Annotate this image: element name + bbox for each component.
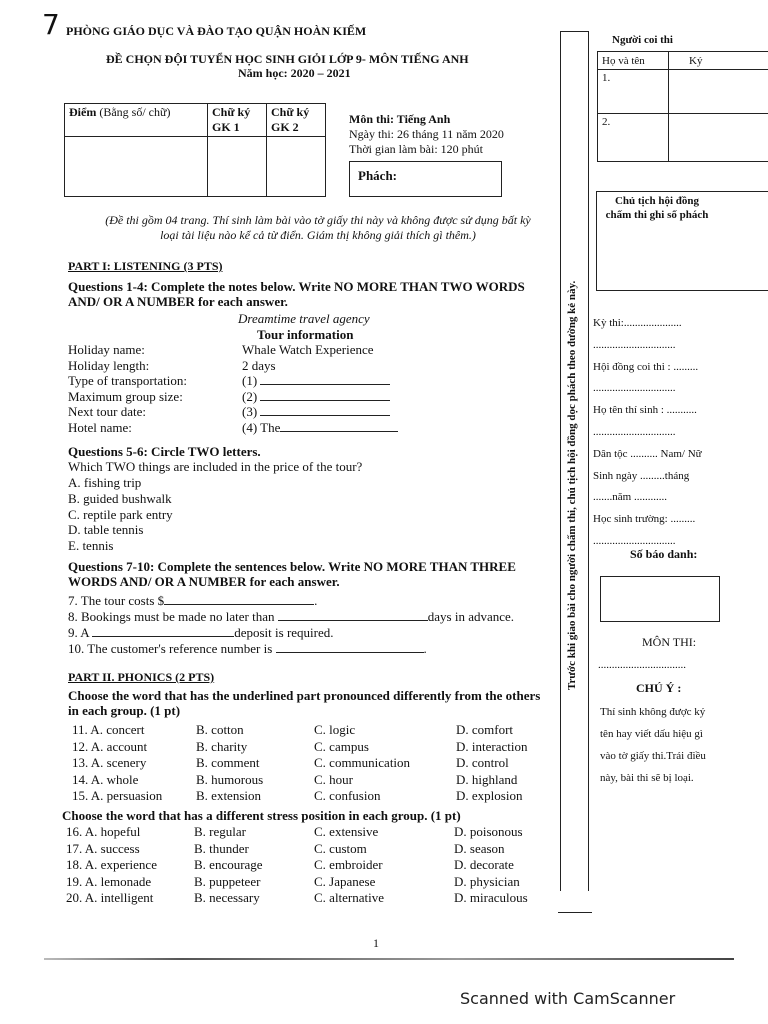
field-school[interactable]: Học sinh trường: ......... <box>593 513 696 526</box>
chu-y-title: CHÚ Ý : <box>636 681 682 695</box>
invigilator-title: Người coi thi <box>612 34 673 46</box>
question-row <box>72 739 552 756</box>
note-value: (3) <box>242 404 258 420</box>
note-label: Holiday name: <box>68 342 145 357</box>
q7-10-heading: Questions 7-10: Complete the sentences below. Write NO MORE THAN THREE WORDS AND/ OR A NUMBER for each answer. <box>68 559 516 589</box>
choice-b[interactable]: B. extension <box>196 788 261 804</box>
phach-box[interactable] <box>349 161 502 197</box>
field-birth-day[interactable]: Sinh ngày .........tháng <box>593 469 690 482</box>
strip-bottom-line <box>558 912 592 913</box>
q8-text-end: days in advance. <box>427 609 515 624</box>
note-label: Type of transportation: <box>68 373 187 389</box>
choice-b[interactable]: B. thunder <box>194 840 249 856</box>
choice-b[interactable]: B. regular <box>194 824 246 839</box>
exam-title: ĐỀ CHỌN ĐỘI TUYỂN HỌC SINH GIỎI LỚP 9- MÔN TIẾNG ANH <box>106 52 469 66</box>
invigilator-1[interactable]: 1. <box>598 70 669 114</box>
chu-y-text <box>600 701 706 789</box>
choice-a[interactable]: 17. A. success <box>66 840 140 856</box>
exam-date: Ngày thi: 26 tháng 11 năm 2020 <box>349 127 504 141</box>
choice-c[interactable]: C. confusion <box>314 788 381 804</box>
choice-c[interactable]: C. hour <box>314 771 353 787</box>
chair-note: Chủ tịch hội đồng chấm thi ghi số phách <box>605 195 709 221</box>
choice-a[interactable]: 18. A. experience <box>66 857 157 873</box>
option-item[interactable]: E. tennis <box>68 538 114 554</box>
option-item[interactable]: B. guided bushwalk <box>68 490 172 506</box>
exam-subject: Môn thi: Tiếng Anh <box>349 112 451 126</box>
answer-blank-9[interactable] <box>92 636 234 637</box>
phonics-heading-1: Choose the word that has the underlined part pronounced differently from the others in each group. (1 pt) <box>68 688 541 718</box>
choice-a[interactable]: 13. A. scenery <box>72 755 147 771</box>
mon-thi-label: MÔN THI: <box>642 635 697 649</box>
choice-c[interactable]: C. logic <box>314 722 356 737</box>
score-label: Điểm <box>69 105 97 119</box>
choice-b[interactable]: B. encourage <box>194 857 263 873</box>
question-row <box>66 841 552 858</box>
note-value: 2 days <box>242 357 276 373</box>
choice-d[interactable]: D. miraculous <box>454 890 528 906</box>
choice-c[interactable]: C. alternative <box>314 890 385 906</box>
answer-blank-8[interactable] <box>278 620 428 621</box>
choice-d[interactable]: D. comfort <box>456 722 514 737</box>
note-label: Hotel name: <box>68 419 132 435</box>
field-name[interactable]: Họ tên thí sinh : ........... <box>593 404 697 417</box>
exam-duration: Thời gian làm bài: 120 phút <box>349 142 483 156</box>
phonics-group-2 <box>66 824 552 907</box>
chu-y-line: Thí sinh không được ký <box>600 706 706 718</box>
candidate-fields <box>593 313 768 553</box>
q5-6-heading: Questions 5-6: Circle TWO letters. <box>68 444 261 459</box>
field-dots[interactable]: .............................. <box>593 534 676 547</box>
choice-c[interactable]: C. extensive <box>314 824 379 839</box>
note-value: (1) <box>242 373 258 389</box>
option-item[interactable]: A. fishing trip <box>68 475 142 490</box>
part1-title: PART I: LISTENING (3 PTS) <box>68 259 223 273</box>
choice-a[interactable]: 15. A. persuasion <box>72 788 163 804</box>
phonics-group-1 <box>72 722 552 805</box>
q9-text: 9. A <box>68 625 89 640</box>
notes-labels <box>68 342 187 436</box>
q9-text-end: deposit is required. <box>234 625 334 640</box>
choice-b[interactable]: B. cotton <box>196 722 244 737</box>
field-birth-year[interactable]: .......năm ............ <box>593 491 667 504</box>
score-sublabel: (Bằng số/ chữ) <box>99 105 171 119</box>
choice-d[interactable]: D. explosion <box>456 788 523 804</box>
question-row <box>72 722 552 739</box>
choice-d[interactable]: D. decorate <box>454 857 514 873</box>
question-row <box>66 890 552 907</box>
question-row <box>72 755 552 772</box>
instructions: (Đề thi gồm 04 trang. Thí sinh làm bài vào tờ giấy thi này và không được sử dụng bất kỳ loại tài liệu nào kể cả từ điển. Giám thị không giải thích gì thêm.) <box>105 213 531 242</box>
option-item[interactable]: C. reptile park entry <box>68 506 173 522</box>
note-label: Holiday length: <box>68 357 150 373</box>
part2-title: PART II. PHONICS (2 PTS) <box>68 670 215 684</box>
answer-blank-10[interactable] <box>276 652 424 653</box>
choice-a[interactable]: 14. A. whole <box>72 771 139 787</box>
option-item[interactable]: D. table tennis <box>68 522 144 538</box>
gk1-label: Chữ ký GK 1 <box>208 104 267 137</box>
field-dots[interactable]: .............................. <box>593 382 676 395</box>
strip-left-line <box>560 31 561 891</box>
q5-6-question: Which TWO things are included in the price of the tour? <box>68 459 363 474</box>
phach-label: Phách: <box>358 168 397 183</box>
choice-d[interactable]: D. control <box>456 755 509 771</box>
q10-text: 10. The customer's reference number is <box>68 641 273 656</box>
mon-thi-dots[interactable]: ................................ <box>598 659 686 671</box>
choice-a[interactable]: 12. A. account <box>72 738 148 754</box>
col-name: Họ và tên <box>598 52 669 70</box>
answer-blank-3[interactable] <box>260 415 390 416</box>
gk2-cell[interactable] <box>267 137 326 197</box>
chu-y-line: tên hay viết dấu hiệu gì <box>600 728 703 740</box>
choice-a[interactable]: 19. A. lemonade <box>66 873 152 889</box>
invigilator-1-sign[interactable] <box>669 70 768 114</box>
answer-blank-1[interactable] <box>260 384 390 385</box>
note-value: Whale Watch Experience <box>242 342 374 357</box>
sbd-box[interactable] <box>600 576 720 622</box>
choice-b[interactable]: B. charity <box>196 738 248 754</box>
page-number: 1 <box>373 936 379 950</box>
chu-y-line: này, bài thi sẽ bị loại. <box>600 772 694 784</box>
question-row <box>72 772 552 789</box>
choice-d[interactable]: D. physician <box>454 873 520 889</box>
choice-c[interactable]: C. custom <box>314 840 367 856</box>
gk2-label: Chữ ký GK 2 <box>267 104 326 137</box>
agency-name: Dreamtime travel agency <box>238 311 370 326</box>
choice-b[interactable]: B. comment <box>196 755 260 771</box>
field-exam[interactable]: Kỳ thi:..................... <box>593 317 682 329</box>
note-value: (4) The <box>242 419 281 435</box>
field-ethnicity[interactable]: Dân tộc .......... Nam/ Nữ <box>593 447 702 460</box>
answer-blank-2[interactable] <box>260 400 390 401</box>
invigilator-table <box>597 51 768 162</box>
choice-d[interactable]: D. season <box>454 840 505 856</box>
choice-c[interactable]: C. Japanese <box>314 873 376 889</box>
scan-edge-line <box>44 958 734 960</box>
note-label: Next tour date: <box>68 404 146 420</box>
choice-a[interactable]: 16. A. hopeful <box>66 824 141 839</box>
grade-table <box>64 103 326 197</box>
choice-d[interactable]: D. interaction <box>456 738 528 754</box>
q5-6-options <box>68 475 173 554</box>
choice-c[interactable]: C. embroider <box>314 857 383 873</box>
sbd-label: Số báo danh: <box>630 547 698 561</box>
question-row <box>72 788 552 805</box>
scanner-watermark: Scanned with CamScanner <box>460 989 676 1008</box>
note-label: Maximum group size: <box>68 388 183 404</box>
tour-info-title: Tour information <box>257 327 354 342</box>
strip-right-line <box>588 31 589 891</box>
choice-b[interactable]: B. humorous <box>196 771 264 787</box>
gk1-cell[interactable] <box>208 137 267 197</box>
school-year: Năm học: 2020 – 2021 <box>238 66 351 80</box>
choice-b[interactable]: B. puppeteer <box>194 873 261 889</box>
choice-c[interactable]: C. communication <box>314 755 411 771</box>
answer-blank-4[interactable] <box>280 431 398 432</box>
choice-a[interactable]: 11. A. concert <box>72 722 145 737</box>
choice-c[interactable]: C. campus <box>314 738 369 754</box>
answer-blank-7[interactable] <box>164 604 314 605</box>
chair-box[interactable] <box>596 191 768 291</box>
strip-top-line <box>560 31 589 32</box>
notes-values <box>242 342 398 436</box>
q7-text: 7. The tour costs $ <box>68 593 165 608</box>
choice-b[interactable]: B. necessary <box>194 890 260 906</box>
invigilator-2[interactable]: 2. <box>598 114 669 162</box>
invigilator-2-sign[interactable] <box>669 114 768 162</box>
note-value: (2) <box>242 388 258 404</box>
q1-4-heading: Questions 1-4: Complete the notes below. Write NO MORE THAN TWO WORDS AND/ OR A NUMBER for each answer. <box>68 279 525 309</box>
field-dots[interactable]: .............................. <box>593 425 676 438</box>
question-row <box>66 857 552 874</box>
page-mark: 7 <box>42 8 60 41</box>
q7-10-sentences: 7. The tour costs $ . 8. Bookings must be made no later than days in advance. 9. A deposit is required. 10. The customer's reference number is . <box>68 593 515 656</box>
field-council[interactable]: Hội đồng coi thi : ......... <box>593 360 699 373</box>
choice-d[interactable]: D. highland <box>456 771 518 787</box>
q8-text: 8. Bookings must be made no later than <box>68 609 275 624</box>
choice-d[interactable]: D. poisonous <box>454 824 523 839</box>
question-row <box>66 824 552 841</box>
col-sign: Ký <box>669 52 768 70</box>
department-name: PHÒNG GIÁO DỤC VÀ ĐÀO TẠO QUẬN HOÀN KIẾM <box>66 24 367 38</box>
cut-line-note: Trước khi giao bài cho người chấm thi, chủ tịch hội đồng dọc phách theo đường kẻ này. <box>566 280 578 690</box>
question-row <box>66 874 552 891</box>
phonics-heading-2: Choose the word that has a different stress position in each group. (1 pt) <box>62 808 461 823</box>
choice-a[interactable]: 20. A. intelligent <box>66 890 154 906</box>
chu-y-line: vào tờ giấy thi.Trái điều <box>600 750 706 762</box>
score-cell[interactable] <box>65 137 208 197</box>
field-dots[interactable]: .............................. <box>593 338 676 351</box>
